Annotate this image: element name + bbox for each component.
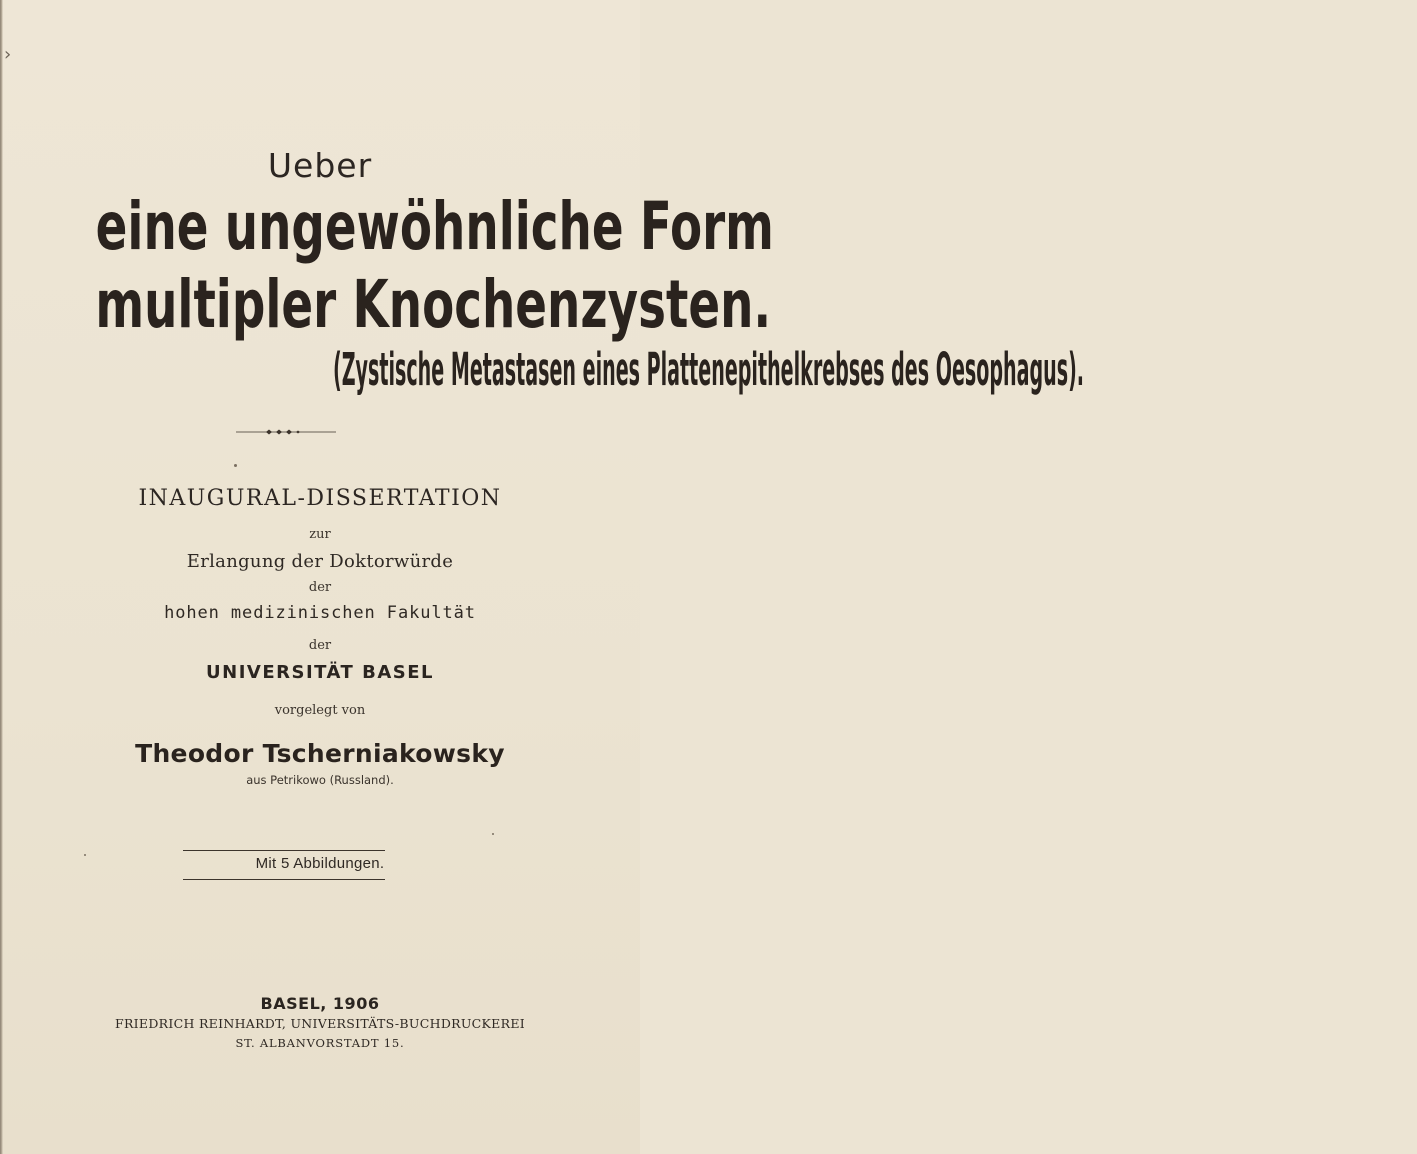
subtitle-text: (Zystische Metastasen eines Plattenepithelkrebses des Oesophagus). (333, 344, 1085, 397)
illustrations-rule-bottom (183, 879, 385, 880)
title-line-2-text: multipler Knochenzysten. (95, 266, 772, 344)
der-text-2: der (308, 638, 332, 653)
university-name: UNIVERSITÄT BASEL (206, 662, 434, 683)
printer-address: ST. ALBANVORSTADT 15. (235, 1036, 405, 1050)
paper-speck (84, 854, 86, 856)
dissertation-heading: INAUGURAL-DISSERTATION (138, 486, 502, 511)
submitted-by-text: vorgelegt von (274, 703, 366, 718)
place-year: BASEL, 1906 (260, 994, 380, 1013)
title-line-1-text: eine ungewöhnliche Form (95, 188, 774, 266)
author-name: Theodor Tscherniakowsky (135, 739, 505, 768)
author-origin: aus Petrikowo (Russland). (246, 773, 394, 787)
illustrations-rule-top (183, 850, 385, 851)
title-preposition: Ueber (267, 146, 373, 185)
subtitle (0, 344, 1085, 397)
corner-mark: › (4, 44, 12, 65)
paper-speck (234, 464, 237, 467)
printer-name: FRIEDRICH REINHARDT, UNIVERSITÄTS-BUCHDRUCKEREI (115, 1016, 525, 1031)
der-text-1: der (308, 580, 332, 595)
purpose-text: Erlangung der Doktorwürde (186, 551, 454, 572)
zur-text: zur (309, 527, 331, 542)
paper-speck (492, 833, 494, 835)
title-line-2 (0, 266, 772, 344)
ornament-divider (236, 428, 336, 436)
illustrations-note: Mit 5 Abbildungen. (255, 855, 385, 872)
title-line-1 (0, 188, 774, 266)
faculty-text: hohen medizinischen Fakultät (164, 603, 476, 623)
